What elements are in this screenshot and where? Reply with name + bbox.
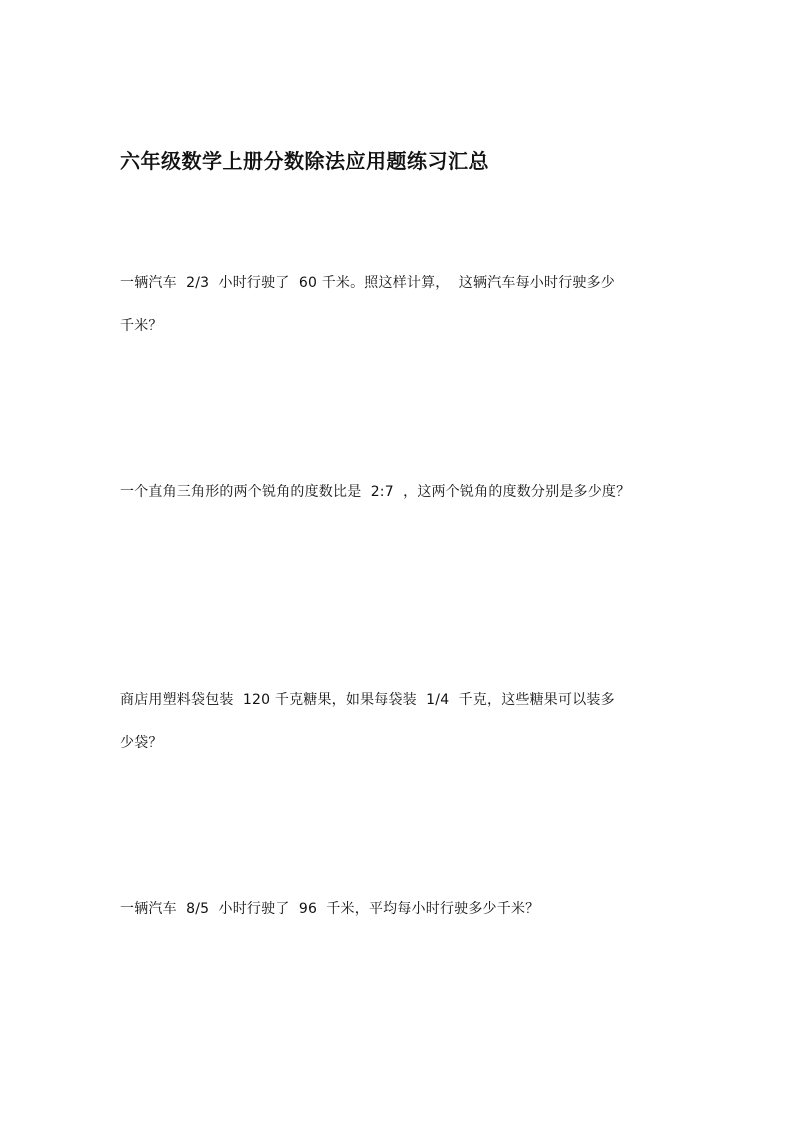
question-4	[120, 888, 695, 931]
question-1	[120, 262, 695, 348]
question-2-line-1: 一个直角三角形的两个锐角的度数比是 2:7 ，这两个锐角的度数分别是多少度？	[120, 484, 631, 500]
question-3-line-1: 商店用塑料袋包装 120 千克糖果，如果每袋装 1/4 千克，这些糖果可以装多	[120, 692, 615, 708]
question-4-line-1: 一辆汽车 8/5 小时行驶了 96 千米，平均每小时行驶多少千米？	[120, 901, 540, 917]
question-1-line-1: 一辆汽车 2/3 小时行驶了 60 千米。照这样计算， 这辆汽车每小时行驶多少	[120, 275, 615, 291]
question-2	[120, 471, 695, 514]
question-3	[120, 679, 695, 765]
page-title: 六年级数学上册分数除法应用题练习汇总	[120, 149, 489, 173]
question-1-line-2: 千米？	[120, 318, 163, 334]
question-3-line-2: 少袋？	[120, 735, 163, 751]
